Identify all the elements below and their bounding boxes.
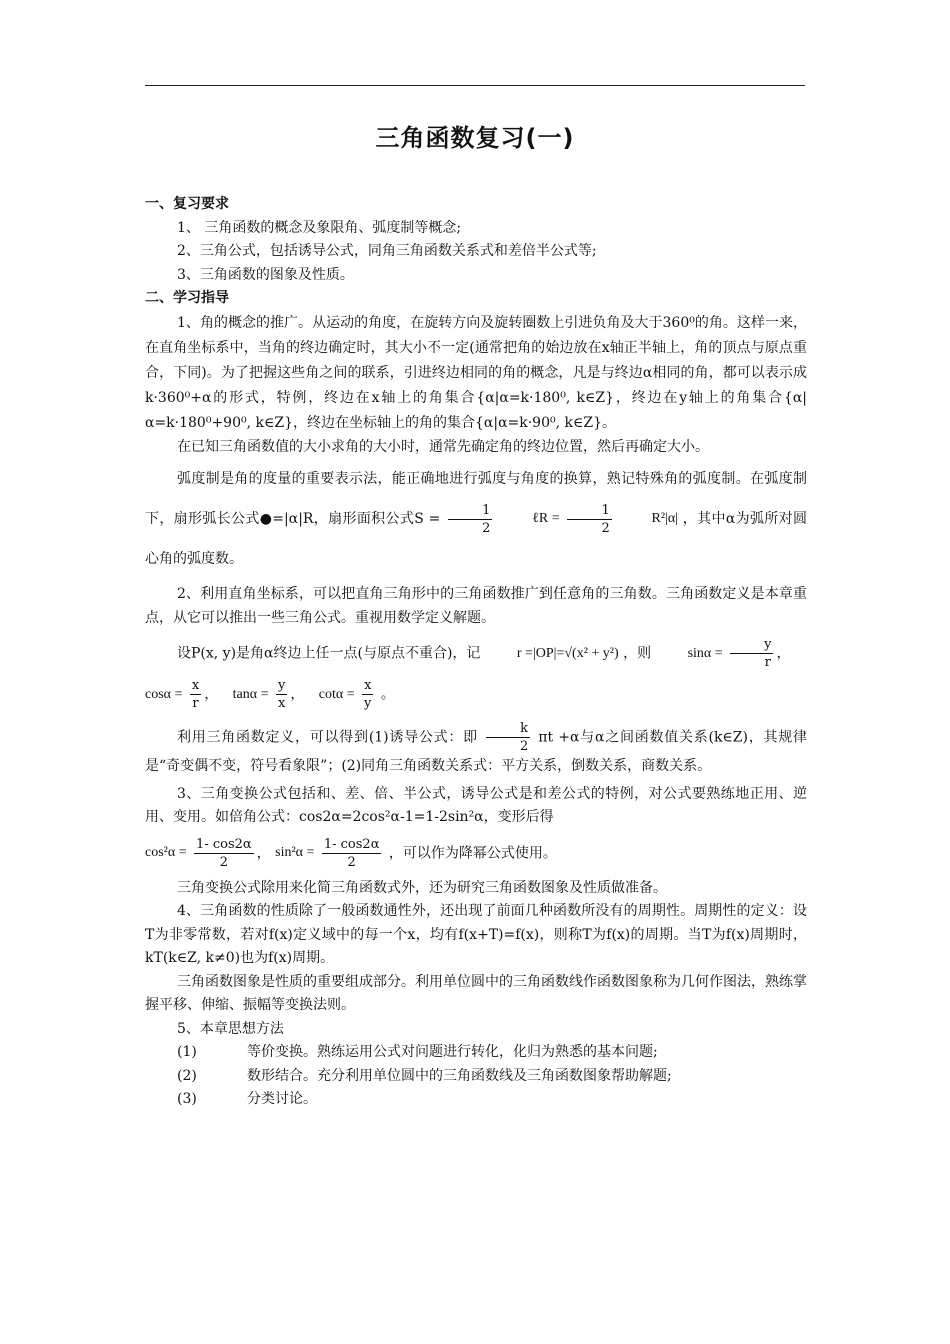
radian-text-before: 弧度制是角的度量的重要表示法，能正确地进行弧度与角度的换算，熟记特殊角的弧度制。在弧度制下，扇形弧长公式●=|α|R，扇形面积公式S = (145, 471, 807, 527)
fraction-half-2: $\frac{1}{2}$ (567, 502, 611, 537)
requirement-item-3: 3、三角函数的图象及性质。 (177, 266, 354, 283)
sin-label: sinα = (687, 645, 723, 661)
page-title: 三角函数复习(一) (375, 124, 575, 152)
paragraph-angle-concept: 1、角的概念的推广。从运动的角度，在旋转方向及旋转圈数上引进负角及大于360⁰的角。这样一来，在直角坐标系中，当角的终边确定时，其大小不一定(通常把角的始边放在x轴正半轴上，角的顶点与原点重合，下同)。为了把握这些角之间的联系，引进终边相同的角的概念，凡是与终边α相同的角，都可以表示成k·360⁰+α的形式，特例，终边在x轴上的角集合{α|α=k·180⁰, k∈Z}，终边在y轴上的角集合{α|α=k·180⁰+90⁰, k∈Z}，终边在坐标轴上的角的集合{α|α=k·90⁰, k∈Z}。 (145, 314, 807, 431)
point-text-mid: ，则 (623, 645, 652, 662)
header-rule (145, 85, 805, 86)
line-cos-tan-cot: cosα = $\frac{x}{r}$ ， tanα = $\frac{y}{x}$ ， cotα = $\frac{x}{y}$ 。 (145, 678, 395, 711)
sector-formula-mid: ℓR = (532, 511, 560, 526)
method-number-1: (1) (177, 1044, 197, 1060)
method-item-1 (145, 1041, 807, 1065)
cot-end: 。 (380, 686, 395, 703)
paragraph-transform-use: 三角变换公式除用来化简三角函数式外，还为研究三角函数图象及性质做准备。 (177, 879, 667, 896)
section-heading-guidance: 二、学习指导 (145, 290, 229, 306)
method-number-2: (2) (177, 1067, 197, 1084)
fraction-half-1: $\frac{1}{2}$ (448, 502, 492, 537)
point-text-before: 设P(x, y)是角α终边上任一点(与原点不重合)，记 (177, 645, 481, 662)
method-number-3: (3) (177, 1091, 197, 1107)
paragraph-graphs: 三角函数图象是性质的重要组成部分。利用单位圆中的三角函数线作函数图象称为几何作图法，熟练掌握平移、伸缩、振幅等变换法则。 (145, 973, 807, 1013)
paragraph-trig-definition: 2、利用直角坐标系，可以把直角三角形中的三角函数推广到任意角的三角数。三角函数定义是本章重点，从它可以推出一些三角公式。重视用数学定义解题。 (145, 586, 807, 626)
fraction-x-over-r: $\frac{x}{r}$ (191, 678, 200, 711)
method-text-2: 数形结合。充分利用单位圆中的三角函数线及三角函数图象帮助解题; (247, 1067, 672, 1084)
method-item-2 (145, 1065, 807, 1089)
cos-label: cosα = (145, 686, 183, 702)
method-item-3 (145, 1088, 807, 1112)
paragraph-transform: 3、三角变换公式包括和、差、倍、半公式，诱导公式是和差公式的特例，对公式要熟练地正用、逆用、变用。如倍角公式：cos2α=2cos²α-1=1-2sin²α，变形后得 (145, 785, 807, 825)
induction-text-before: 利用三角函数定义，可以得到(1)诱导公式：即 (177, 729, 478, 746)
fraction-cos-half: $\frac{1- \cos 2\alpha}{2}$ (196, 836, 252, 870)
radius-formula: r =|OP|=√(x² + y²) (516, 645, 619, 661)
tan-label: tanα = (232, 686, 269, 702)
paragraph-terminal-side: 在已知三角函数值的大小求角的大小时，通常先确定角的终边位置，然后再确定大小。 (177, 438, 709, 455)
cot-label: cotα = (318, 686, 355, 702)
sector-formula-end: R²|α| (651, 511, 678, 526)
line-power-reduction: cos²α = $\frac{1- \cos 2\alpha}{2}$ ， sin²α = $\frac{1- \cos 2\alpha}{2}$ ，可以作为降幂公式使用。 (145, 836, 557, 870)
paragraph-radian (145, 459, 807, 579)
requirement-item-1: 1、 三角函数的概念及象限角、弧度制等概念; (177, 219, 462, 236)
method-text-1: 等价变换。熟练运用公式对问题进行转化，化归为熟悉的基本问题; (247, 1044, 658, 1060)
radian-text-after: ，其中α为弧所对圆心角的弧度数。 (145, 511, 807, 567)
fraction-y-over-r: $\frac{y}{r}$ (730, 636, 773, 671)
section-heading-requirements: 一、复习要求 (145, 196, 229, 212)
cos-squared-label: cos²α = (145, 845, 187, 861)
requirement-item-2: 2、三角公式，包括诱导公式，同角三角函数关系式和差倍半公式等; (177, 243, 597, 259)
line-point-definition: 设P(x, y)是角α终边上任一点(与原点不重合)，记 r =|OP|=√(x² + y²) ，则 sinα = $\frac{y}{r}$ ， (177, 637, 791, 670)
induction-text-after: πt +α与α之间函数值关系(k∈Z)，其规律是“奇变偶不变，符号看象限”；(2)同角三角函数关系式：平方关系，倒数关系，商数关系。 (145, 729, 808, 774)
sin-squared-label: sin²α = (275, 845, 315, 861)
fraction-sin-half: $\frac{1- \cos 2\alpha}{2}$ (323, 836, 380, 870)
paragraph-methods-heading: 5、本章思想方法 (177, 1020, 284, 1037)
power-reduction-after: ，可以作为降幂公式使用。 (388, 845, 557, 861)
paragraph-induction (145, 720, 807, 779)
fraction-y-over-x: $\frac{y}{x}$ (277, 678, 286, 711)
method-text-3: 分类讨论。 (247, 1091, 317, 1107)
paragraph-periodicity: 4、三角函数的性质除了一般函数通性外，还出现了前面几种函数所没有的周期性。周期性的定义：设T为非零常数，若对f(x)定义域中的每一个x，均有f(x+T)=f(x)，则称T为f(x)的周期。当T为f(x)周期时，kT(k∈Z, k≠0)也为f(x)周期。 (145, 903, 807, 966)
fraction-x-over-y: $\frac{x}{y}$ (364, 678, 372, 711)
fraction-k-over-2: $\frac{k}{2}$ (486, 720, 530, 755)
document-body (145, 193, 807, 1112)
